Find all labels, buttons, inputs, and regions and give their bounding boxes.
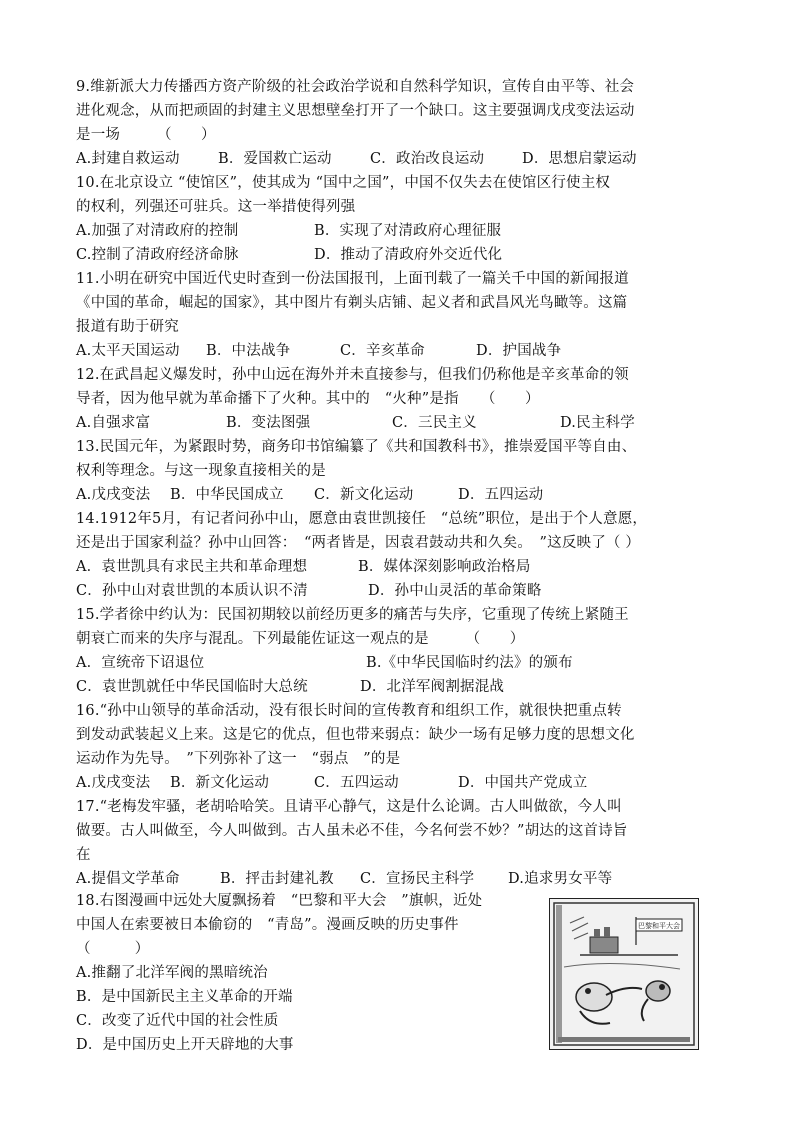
q11-line-1: 11.小明在研究中国近代史时查到一份法国报刊，上面刊载了一篇关千中国的新闻报道 [76, 271, 629, 287]
q15-option-c[interactable]: C．袁世凯就任中华民国临时大总统 [76, 679, 308, 695]
q10-line-1: 10.在北京设立 “使馆区”，使其成为 “国中之国”，中国不仅失去在使馆区行使主权 [76, 175, 611, 191]
q17-line-1: 17.“老梅发牢骚，老胡哈哈笑。且请平心静气，这是什么论调。古人叫做欲，今人叫 [76, 799, 622, 815]
q10-options-row-1 [76, 220, 501, 242]
q14-options-row-1 [76, 556, 531, 578]
q14-options-row-2 [76, 580, 542, 602]
q15-options-row-1 [76, 652, 573, 674]
q15-line-1: 15.学者徐中约认为：民国初期较以前经历更多的痛苦与失序，它重现了传统上紧随王 [76, 607, 629, 623]
q9-options [76, 148, 637, 170]
q11-option-d[interactable]: D．护国战争 [476, 343, 562, 359]
q10-option-b[interactable]: B．实现了对清政府心理征服 [314, 223, 502, 239]
q13-options [76, 484, 543, 506]
q18-line-2: 中国人在索要被日本偷窃的 “青岛”。漫画反映的历史事件 [76, 917, 459, 933]
q15-option-d[interactable]: D．北洋军阀割据混战 [360, 679, 505, 695]
q17-option-c[interactable]: C．宣扬民主科学 [360, 871, 475, 887]
q17-option-d[interactable]: D.追求男女平等 [508, 871, 613, 887]
q17-options [76, 868, 612, 890]
q16-line-1: 16.“孙中山领导的革命活动，没有很长时间的宣传教育和组织工作，就很快把重点转 [76, 703, 622, 719]
q14-line-1: 14.1912年5月，有记者问孙中山，愿意由袁世凯接任 “总统”职位，是出于个人意愿， [76, 511, 648, 527]
q12-option-c[interactable]: C．三民主义 [392, 415, 477, 431]
q14-option-b[interactable]: B．媒体深刻影响政治格局 [358, 559, 531, 575]
q10-option-a[interactable]: A.加强了对清政府的控制 [76, 223, 239, 239]
q11-option-b[interactable]: B．中法战争 [206, 343, 291, 359]
q13-option-b[interactable]: B．中华民国成立 [170, 487, 284, 503]
q14-option-c[interactable]: C．孙中山对袁世凯的本质认识不清 [76, 583, 308, 599]
q16-options [76, 772, 587, 794]
q17-option-b[interactable]: B．抨击封建礼教 [220, 871, 334, 887]
q12-option-d[interactable]: D.民主科学 [560, 415, 635, 431]
cartoon-drawing [550, 899, 698, 1049]
q18-option-d[interactable]: D．是中国历史上开天辟地的大事 [76, 1037, 294, 1053]
q9-line-2: 进化观念，从而把顽固的封建主义思想壁垒打开了一个缺口。这主要强调戊戌变法运动 [76, 103, 635, 119]
q9-option-b[interactable]: B．爱国救亡运动 [218, 151, 332, 167]
q14-line-2: 还是出于国家利益？孙中山回答： “两者皆是，因袁君鼓动共和久矣。 ”这反映了（ ） [76, 535, 641, 551]
political-cartoon-image [549, 898, 699, 1050]
q16-line-3: 运动作为先导。 ”下列弥补了这一 “弱点 ”的是 [76, 751, 401, 767]
q14-option-d[interactable]: D．孙中山灵活的革命策略 [368, 583, 542, 599]
q18-line-1: 18.右图漫画中远处大厦飘扬着 “巴黎和平大会 ”旗帜，近处 [76, 893, 483, 909]
q16-option-d[interactable]: D．中国共产党成立 [458, 775, 588, 791]
q13-option-d[interactable]: D．五四运动 [458, 487, 544, 503]
q12-options [76, 412, 635, 434]
q14-option-a[interactable]: A．袁世凯具有求民主共和革命理想 [76, 559, 308, 575]
q11-line-3: 报道有助于研究 [76, 319, 179, 335]
q16-line-2: 到发动武装起义上来。这是它的优点，但也带来弱点：缺少一场有足够力度的思想文化 [76, 727, 635, 743]
q13-option-a[interactable]: A.戊戌变法 [76, 487, 151, 503]
q15-options-row-2 [76, 676, 504, 698]
q11-options [76, 340, 561, 362]
q18-option-b[interactable]: B．是中国新民主主义革命的开端 [76, 989, 293, 1005]
q15-option-a[interactable]: A．宣统帝下诏退位 [76, 655, 205, 671]
q16-option-c[interactable]: C．五四运动 [314, 775, 399, 791]
q18-line-3: （ ） [76, 941, 150, 957]
q16-option-b[interactable]: B．新文化运动 [170, 775, 270, 791]
cartoon-banner-text: 巴黎和平大会 [638, 922, 680, 930]
q9-option-c[interactable]: C．政治改良运动 [370, 151, 485, 167]
q9-option-d[interactable]: D．思想启蒙运动 [522, 151, 637, 167]
q17-option-a[interactable]: A.提倡文学革命 [76, 871, 180, 887]
q11-option-c[interactable]: C．辛亥革命 [340, 343, 425, 359]
q17-line-2: 做要。古人叫做至，今人叫做到。古人虽未必不佳，今名何尝不妙？”胡达的这首诗旨 [76, 823, 628, 839]
q18-option-c[interactable]: C．改变了近代中国的社会性质 [76, 1013, 279, 1029]
q12-line-2: 导者，因为他早就为革命播下了火种。其中的 “火种”是指 （ ） [76, 391, 540, 407]
q18-option-a[interactable]: A.推翻了北洋军阀的黑暗统治 [76, 965, 268, 981]
q9-option-a[interactable]: A.封建自救运动 [76, 151, 180, 167]
q17-line-3: 在 [76, 847, 91, 863]
q10-option-c[interactable]: C.控制了清政府经济命脉 [76, 247, 239, 263]
q11-option-a[interactable]: A.太平天国运动 [76, 343, 180, 359]
q10-option-d[interactable]: D．推动了清政府外交近代化 [314, 247, 503, 263]
q15-option-b[interactable]: B.《中华民国临时约法》的颁布 [366, 655, 573, 671]
q15-line-2: 朝衰亡而来的失序与混乱。下列最能佐证这一观点的是 （ ） [76, 631, 525, 647]
q16-option-a[interactable]: A.戊戌变法 [76, 775, 151, 791]
q12-option-a[interactable]: A.自强求富 [76, 415, 151, 431]
q13-option-c[interactable]: C．新文化运动 [314, 487, 414, 503]
q9-line-1: 9.维新派大力传播西方资产阶级的社会政治学说和自然科学知识，宣传自由平等、社会 [76, 79, 635, 95]
q12-option-b[interactable]: B．变法图强 [226, 415, 311, 431]
q12-line-1: 12.在武昌起义爆发时，孙中山远在海外并未直接参与，但我们仍称他是辛亥革命的领 [76, 367, 629, 383]
q10-options-row-2 [76, 244, 502, 266]
q9-line-3: 是一场 （ ） [76, 127, 216, 143]
q11-line-2: 《中国的革命，崛起的国家》，其中图片有剃头店铺、起义者和武昌风光鸟瞰等。这篇 [76, 295, 628, 311]
q13-line-2: 权利等理念。与这一现象直接相关的是 [76, 463, 326, 479]
q10-line-2: 的权利，列强还可驻兵。这一举措使得列强 [76, 199, 356, 215]
q13-line-1: 13.民国元年，为紧跟时势，商务印书馆编纂了《共和国教科书》，推崇爱国平等自由、 [76, 439, 637, 455]
